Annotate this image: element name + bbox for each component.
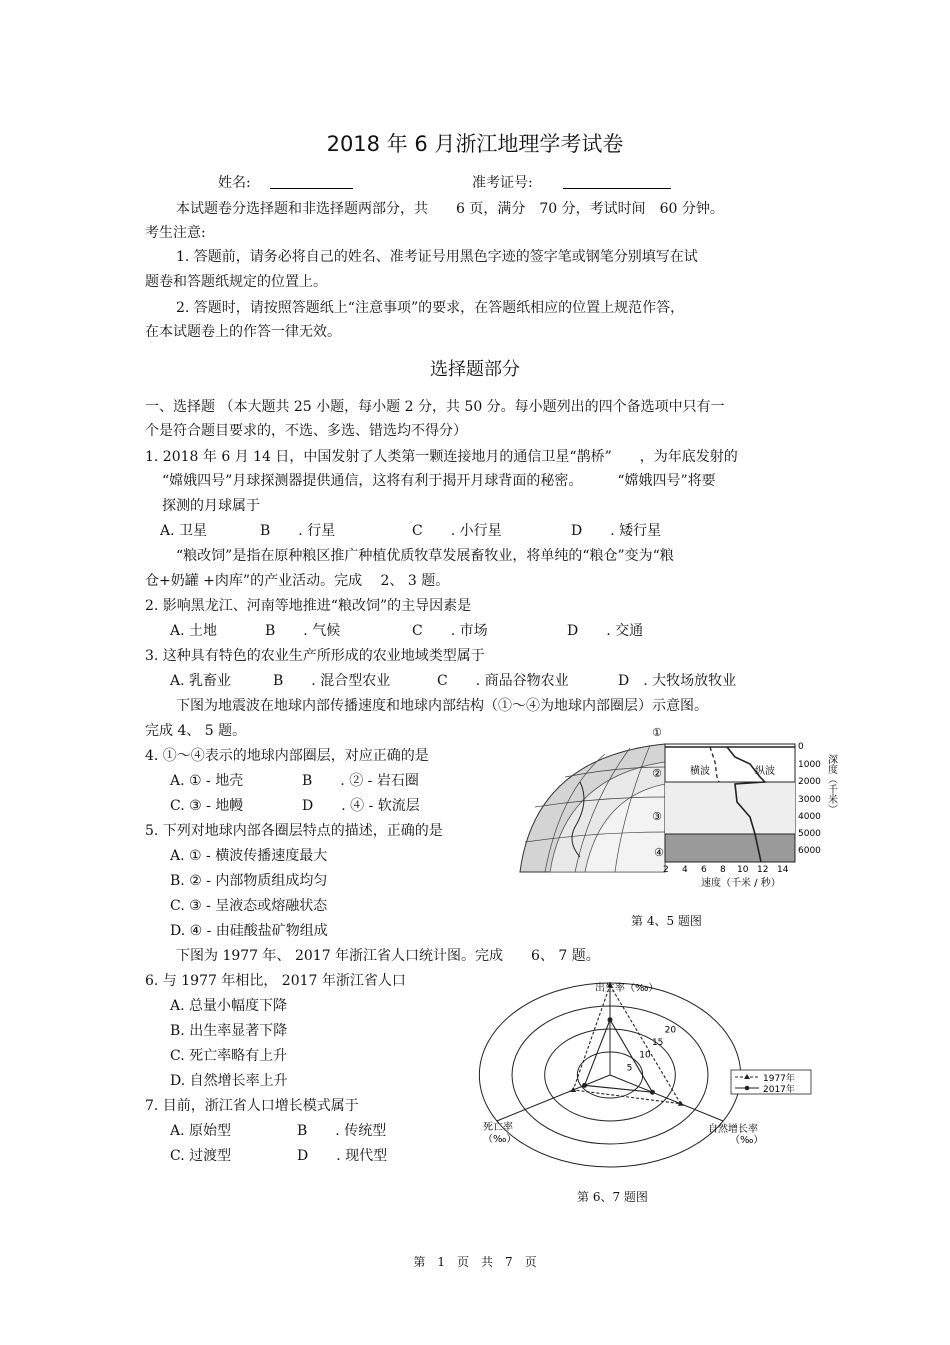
notice-1: 1. 答题前，请务必将自己的姓名、准考证号用黑色字迹的签字笔或钢笔分别填写在试	[176, 249, 698, 265]
radar-ring-label: 15	[651, 1038, 664, 1049]
speed-axis-label: 速度（千米 / 秒）	[701, 878, 781, 889]
depth-tick: 1000	[798, 760, 821, 770]
notice-1-cont: 题卷和答题纸规定的位置上。	[145, 274, 327, 290]
id-field-line	[563, 170, 671, 189]
legend-2017-marker	[745, 1086, 750, 1091]
depth-axis-label: 深度（千米）	[825, 754, 837, 814]
s-wave-label: 横波	[690, 766, 710, 777]
depth-tick: 6000	[798, 846, 821, 856]
earth-structure-figure	[505, 722, 850, 892]
part1-instr-cont: 个是符合题目要求的，不选、多选、错选均不得分）	[145, 423, 467, 439]
axis-death-label: 死亡率	[483, 1122, 513, 1133]
q1-opt-b: B . 行星	[260, 523, 336, 539]
radar-ring-label: 20	[664, 1025, 677, 1036]
section-title: 选择题部分	[430, 359, 520, 380]
q7-opt-c: C. 过渡型	[170, 1148, 232, 1164]
speed-tick: 14	[777, 865, 789, 875]
axis-death-unit: （‰）	[483, 1134, 517, 1145]
radar-axis-1	[610, 1075, 723, 1121]
radar-ring-label: 10	[639, 1050, 651, 1061]
radar-point-2017-0	[608, 1017, 613, 1022]
fig45-caption: 第 4、5 题图	[631, 914, 702, 928]
q2-opt-d: D . 交通	[567, 623, 644, 639]
q5-stem: 5. 下列对地球内部各圈层特点的描述，正确的是	[145, 823, 443, 839]
depth-tick: 5000	[798, 829, 821, 839]
q7-stem: 7. 目前，浙江省人口增长模式属于	[145, 1098, 359, 1114]
q1-line2: “嫦娥四号”月球探测器提供通信，这将有利于揭开月球背面的秘密。 “嫦娥四号”将要	[162, 473, 716, 489]
q6-opt-b: B. 出生率显著下降	[170, 1023, 288, 1039]
layer-3-label: ③	[652, 810, 662, 823]
page-footer: 第 1 页 共 7 页	[413, 1255, 537, 1269]
q6-opt-d: D. 自然增长率上升	[170, 1073, 288, 1089]
p-wave-label: 纵波	[755, 766, 775, 777]
q3-opt-c: C . 商品谷物农业	[437, 673, 569, 689]
depth-tick: 3000	[798, 795, 821, 805]
q4-opt-d: D . ④ - 软流层	[302, 798, 420, 814]
q7-opt-b: B . 传统型	[297, 1123, 387, 1139]
q1-opt-c: C . 小行星	[412, 523, 502, 539]
radar-point-2017-1	[650, 1090, 655, 1095]
q2-stem: 2. 影响黑龙江、河南等地推进“粮改饲”的主导因素是	[145, 598, 472, 614]
intro23: “粮改饲”是指在原种粮区推广种植优质牧草发展畜牧业，将单纯的“粮仓”变为“粮	[176, 548, 674, 564]
q2-opt-a: A. 土地	[170, 623, 218, 639]
q3-opt-d: D . 大牧场放牧业	[618, 673, 737, 689]
axis-growth-label: 自然增长率	[708, 1124, 758, 1135]
notice-2: 2. 答题时，请按照答题纸上“注意事项”的要求，在答题纸相应的位置上规范作答，	[176, 300, 685, 316]
q1-line1: 1. 2018 年 6 月 14 日，中国发射了人类第一颗连接地月的通信卫星“鹊桥” ，为年底发射的	[145, 449, 738, 465]
axis-birth-label: 出生率（‰）	[595, 983, 659, 994]
speed-tick: 6	[701, 865, 707, 875]
q2-opt-b: B . 气候	[265, 623, 341, 639]
speed-tick: 12	[757, 865, 769, 875]
depth-tick: 2000	[798, 777, 821, 787]
depth-tick: 4000	[798, 812, 821, 822]
q5-opt-c: C. ③ - 呈液态或熔融状态	[170, 898, 328, 914]
q6-opt-a: A. 总量小幅度下降	[170, 998, 288, 1014]
radar-point-2017-2	[582, 1083, 587, 1088]
q6-stem: 6. 与 1977 年相比， 2017 年浙江省人口	[145, 973, 406, 989]
page-title: 2018 年 6 月浙江地理学考试卷	[326, 132, 624, 156]
name-label: 姓名:	[218, 175, 251, 191]
q3-stem: 3. 这种具有特色的农业生产所形成的农业地域类型属于	[145, 648, 485, 664]
q4-opt-b: B . ② - 岩石圈	[302, 773, 419, 789]
intro67: 下图为 1977 年、 2017 年浙江省人口统计图。完成 6、 7 题。	[176, 948, 600, 964]
q1-line3: 探测的月球属于	[162, 498, 260, 514]
q5-opt-d: D. ④ - 由硅酸盐矿物组成	[170, 923, 328, 939]
name-field-line	[270, 170, 353, 189]
q1-opt-a: A. 卫星	[160, 523, 208, 539]
layer-2-label: ②	[652, 767, 662, 780]
intro45: 下图为地震波在地球内部传播速度和地球内部结构（①～④为地球内部圈层）示意图。	[176, 698, 708, 714]
axis-growth-unit: （‰）	[730, 1135, 764, 1146]
q4-opt-a: A. ① - 地壳	[170, 773, 244, 789]
q3-opt-a: A. 乳畜业	[170, 673, 232, 689]
id-label: 准考证号:	[472, 175, 533, 191]
q4-stem: 4. ①～④表示的地球内部圈层，对应正确的是	[145, 748, 429, 764]
intro45-cont: 完成 4、 5 题。	[145, 723, 247, 739]
depth-tick: 0	[798, 742, 804, 752]
radar-axis-2	[497, 1075, 610, 1121]
intro23-cont: 仓+奶罐 +肉库”的产业活动。完成 2、 3 题。	[145, 573, 450, 589]
legend-2017-label: 2017年	[763, 1085, 795, 1095]
speed-tick: 2	[663, 865, 669, 875]
speed-tick: 4	[682, 865, 688, 875]
layer-1-label: ①	[652, 726, 662, 739]
population-radar-chart	[475, 975, 815, 1175]
intro-text: 本试题卷分选择题和非选择题两部分，共 6 页，满分 70 分，考试时间 60 分钟。	[176, 201, 724, 217]
speed-tick: 8	[720, 865, 726, 875]
notice-2-cont: 在本试题卷上的作答一律无效。	[145, 324, 341, 340]
notice-title: 考生注意:	[145, 225, 206, 241]
q4-opt-c: C. ③ - 地幔	[170, 798, 244, 814]
layer-4-label: ④	[654, 846, 664, 859]
q6-opt-c: C. 死亡率略有上升	[170, 1048, 288, 1064]
q2-opt-c: C . 市场	[412, 623, 488, 639]
q1-opt-d: D . 矮行星	[571, 523, 662, 539]
part1-instr: 一、选择题 （本大题共 25 小题，每小题 2 分，共 50 分。每小题列出的四个备选项中只有一	[145, 399, 725, 415]
fig67-caption: 第 6、7 题图	[577, 1190, 648, 1204]
radar-ring-label: 5	[626, 1063, 633, 1074]
speed-tick: 10	[737, 865, 749, 875]
q5-opt-a: A. ① - 横波传播速度最大	[170, 848, 328, 864]
q5-opt-b: B. ② - 内部物质组成均匀	[170, 873, 328, 889]
q7-opt-d: D . 现代型	[297, 1148, 388, 1164]
q3-opt-b: B . 混合型农业	[273, 673, 391, 689]
q7-opt-a: A. 原始型	[170, 1123, 232, 1139]
legend-1977-label: 1977年	[763, 1074, 795, 1084]
